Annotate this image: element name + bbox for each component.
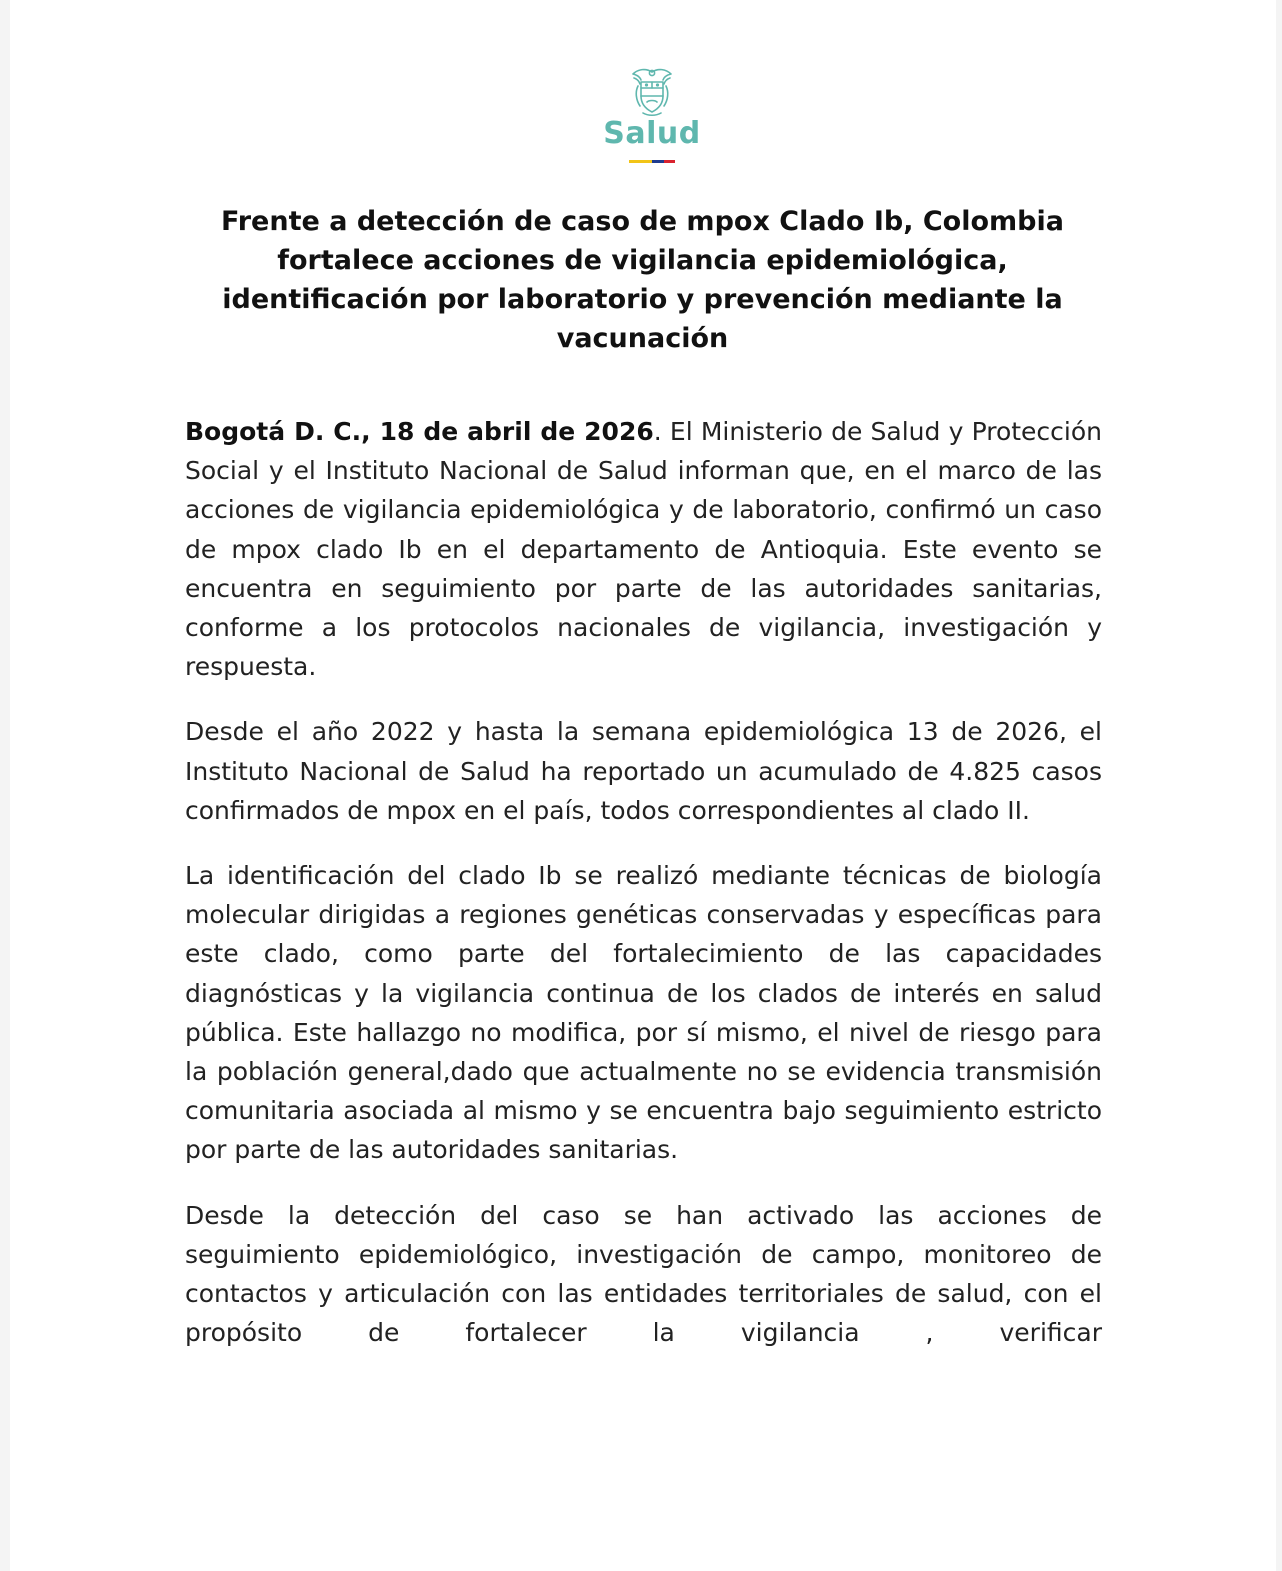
salud-logo xyxy=(600,62,704,172)
flag-colors-bar xyxy=(629,160,675,163)
flag-red-stripe xyxy=(664,160,675,163)
dateline: Bogotá D. C., 18 de abril de 2026 xyxy=(185,417,654,446)
flag-blue-stripe xyxy=(652,160,664,163)
colombia-coat-of-arms-icon xyxy=(628,66,676,118)
flag-yellow-stripe xyxy=(629,160,652,163)
logo-wordmark: Salud xyxy=(603,116,701,151)
paragraph-1-text: . El Ministerio de Salud y Protección Social y el Instituto Nacional de Salud informan que, en el marco de las acciones de vigilancia epidemiológica y de laboratorio, confirmó un caso de mpox clado Ib en el departamento de Antioquia. Este evento se encuentra en seguimiento por parte de las autoridades sanitarias, conforme a los protocolos nacionales de vigilancia, investigación y respuesta. xyxy=(185,417,1103,682)
paragraph-1 xyxy=(185,412,1102,686)
press-release-body xyxy=(185,412,1102,1352)
paragraph-4: Desde la detección del caso se han activado las acciones de seguimiento epidemiológico, investigación de campo, monitoreo de contactos y articulación con las entidades territoriales de salud, con el propósito de fortalecer la vigilancia , verificar xyxy=(185,1200,1102,1348)
press-release-title: Frente a detección de caso de mpox Clado Ib, Colombia fortalece acciones de vigilancia epidemiológica, identificación por laboratorio y prevención mediante la vacunación xyxy=(221,206,1064,354)
paragraph-2: Desde el año 2022 y hasta la semana epidemiológica 13 de 2026, el Instituto Nacional de Salud ha reportado un acumulado de 4.825 casos confirmados de mpox en el país, todos correspondientes al clado II. xyxy=(185,717,1102,825)
document-page xyxy=(10,0,1276,1571)
paragraph-3: La identificación del clado Ib se realizó mediante técnicas de biología molecular dirigidas a regiones genéticas conservadas y específicas para este clado, como parte del fortalecimiento de las capacidades diagnósticas y la vigilancia continua de los clados de interés en salud pública. Este hallazgo no modifica, por sí mismo, el nivel de riesgo para la población general,dado que actualmente no se evidencia transmisión comunitaria asociada al mismo y se encuentra bajo seguimiento estricto por parte de las autoridades sanitarias. xyxy=(185,861,1102,1165)
